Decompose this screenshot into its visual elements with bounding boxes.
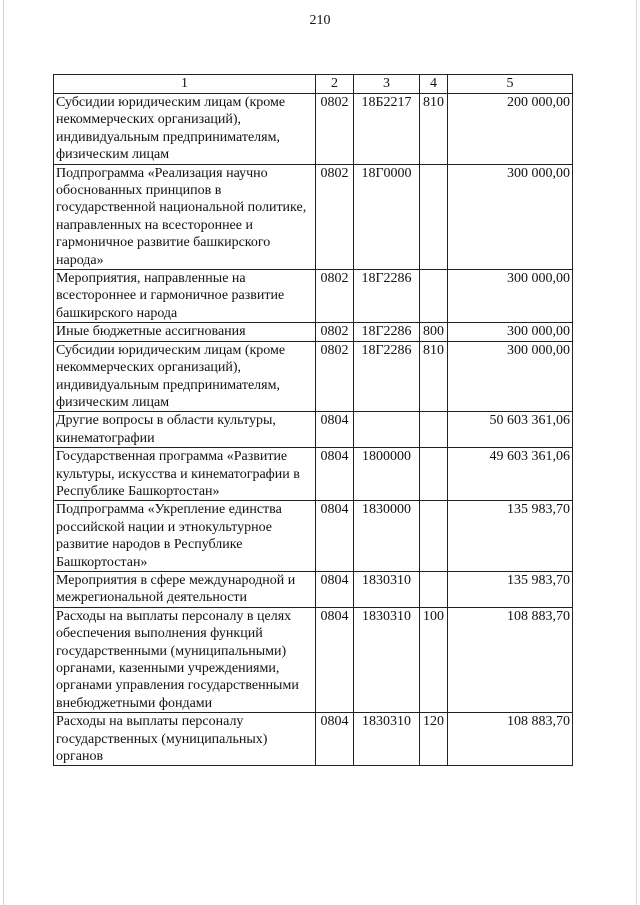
column-header-4: 4 [420,75,448,94]
cell-section: 0804 [316,571,354,607]
cell-amount: 108 883,70 [448,607,573,712]
table-row [54,164,573,269]
cell-amount: 49 603 361,06 [448,448,573,501]
cell-type: 810 [420,341,448,412]
cell-type [420,412,448,448]
column-header-1: 1 [54,75,316,94]
cell-name: Другие вопросы в области культуры, кинематографии [54,412,316,448]
cell-section: 0802 [316,270,354,323]
table-row [54,341,573,412]
table-row [54,501,573,572]
cell-amount: 300 000,00 [448,341,573,412]
cell-type: 810 [420,94,448,165]
cell-type [420,270,448,323]
cell-amount: 200 000,00 [448,94,573,165]
cell-target: 18Г2286 [354,341,420,412]
cell-name: Субсидии юридическим лицам (кроме некоммерческих организаций), индивидуальным предпринимателям, физическим лицам [54,94,316,165]
cell-section: 0802 [316,323,354,341]
cell-amount: 135 983,70 [448,501,573,572]
cell-section: 0804 [316,607,354,712]
cell-amount: 108 883,70 [448,713,573,766]
cell-target: 18Г0000 [354,164,420,269]
cell-name: Мероприятия, направленные на всестороннее и гармоничное развитие башкирского народа [54,270,316,323]
cell-type: 800 [420,323,448,341]
column-header-5: 5 [448,75,573,94]
cell-name: Расходы на выплаты персоналу государственных (муниципальных) органов [54,713,316,766]
scan-left-edge [3,0,4,905]
cell-section: 0804 [316,448,354,501]
table-row [54,607,573,712]
table-row [54,448,573,501]
table-row [54,94,573,165]
cell-name: Субсидии юридическим лицам (кроме некоммерческих организаций), индивидуальным предпринимателям, физическим лицам [54,341,316,412]
cell-type: 100 [420,607,448,712]
cell-target: 1830000 [354,501,420,572]
cell-type [420,164,448,269]
cell-section: 0804 [316,501,354,572]
cell-target: 1830310 [354,607,420,712]
cell-name: Государственная программа «Развитие культуры, искусства и кинематографии в Республике Башкортостан» [54,448,316,501]
cell-target: 1800000 [354,448,420,501]
cell-target: 1830310 [354,713,420,766]
cell-type: 120 [420,713,448,766]
cell-amount: 300 000,00 [448,164,573,269]
cell-name: Иные бюджетные ассигнования [54,323,316,341]
cell-amount: 50 603 361,06 [448,412,573,448]
cell-amount: 300 000,00 [448,270,573,323]
budget-table [53,74,573,766]
cell-type [420,501,448,572]
cell-section: 0802 [316,94,354,165]
table-header-row [54,75,573,94]
cell-target: 18Б2217 [354,94,420,165]
cell-name: Подпрограмма «Реализация научно обоснованных принципов в государственной национальной политике, направленных на всестороннее и гармоничное развитие башкирского народа» [54,164,316,269]
cell-name: Мероприятия в сфере международной и межрегиональной деятельности [54,571,316,607]
column-header-3: 3 [354,75,420,94]
column-header-2: 2 [316,75,354,94]
table-row [54,323,573,341]
page-number: 210 [309,13,331,28]
cell-target [354,412,420,448]
cell-target: 18Г2286 [354,323,420,341]
table-row [54,571,573,607]
cell-section: 0802 [316,341,354,412]
table-row [54,270,573,323]
cell-name: Подпрограмма «Укрепление единства российской нации и этнокультурное развитие народов в Республике Башкортостан» [54,501,316,572]
cell-type [420,448,448,501]
cell-name: Расходы на выплаты персоналу в целях обеспечения выполнения функций государственными (муниципальными) органами, казенными учреждениями, органами управления государственными внебюджетными фондами [54,607,316,712]
cell-section: 0802 [316,164,354,269]
cell-target: 18Г2286 [354,270,420,323]
cell-section: 0804 [316,713,354,766]
cell-amount: 300 000,00 [448,323,573,341]
cell-target: 1830310 [354,571,420,607]
table-row [54,412,573,448]
scan-right-edge [636,0,637,905]
cell-section: 0804 [316,412,354,448]
cell-amount: 135 983,70 [448,571,573,607]
table-row [54,713,573,766]
cell-type [420,571,448,607]
